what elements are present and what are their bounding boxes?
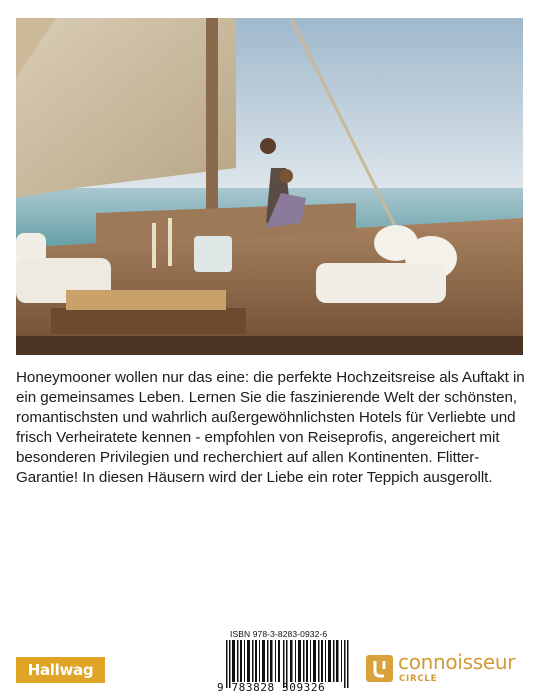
back-cover-blurb: Honeymooner wollen nur das eine: die perfekte Hochzeitsreise als Auftakt in ein gemeinsames Leben. Lernen Sie die faszinierende Welt der schönsten, romantischsten und wahrlich außergewöhnlichsten Hotels für Verliebte und frisch Verheiratete kennen - empfohlen von Reiseprofis, angereichert mit besonderen Privilegien und recherchiert auf allen Kontinenten. Flitter-Garantie! In diesen Häusern wird der Liebe ein roter Teppich ausgerollt.	[16, 369, 525, 486]
brand-logo	[366, 652, 526, 686]
brand-name: connoisseur	[398, 650, 516, 674]
publisher-logo	[16, 657, 105, 683]
publisher-name: Hallwag	[27, 661, 94, 679]
cover-photo	[16, 18, 523, 355]
barcode-digits: 9 783828 309326	[217, 681, 326, 694]
brand-subline: CIRCLE	[399, 674, 438, 684]
brand-mark-icon	[366, 655, 393, 682]
isbn-label: ISBN 978-3-8283-0932-6	[230, 629, 328, 639]
